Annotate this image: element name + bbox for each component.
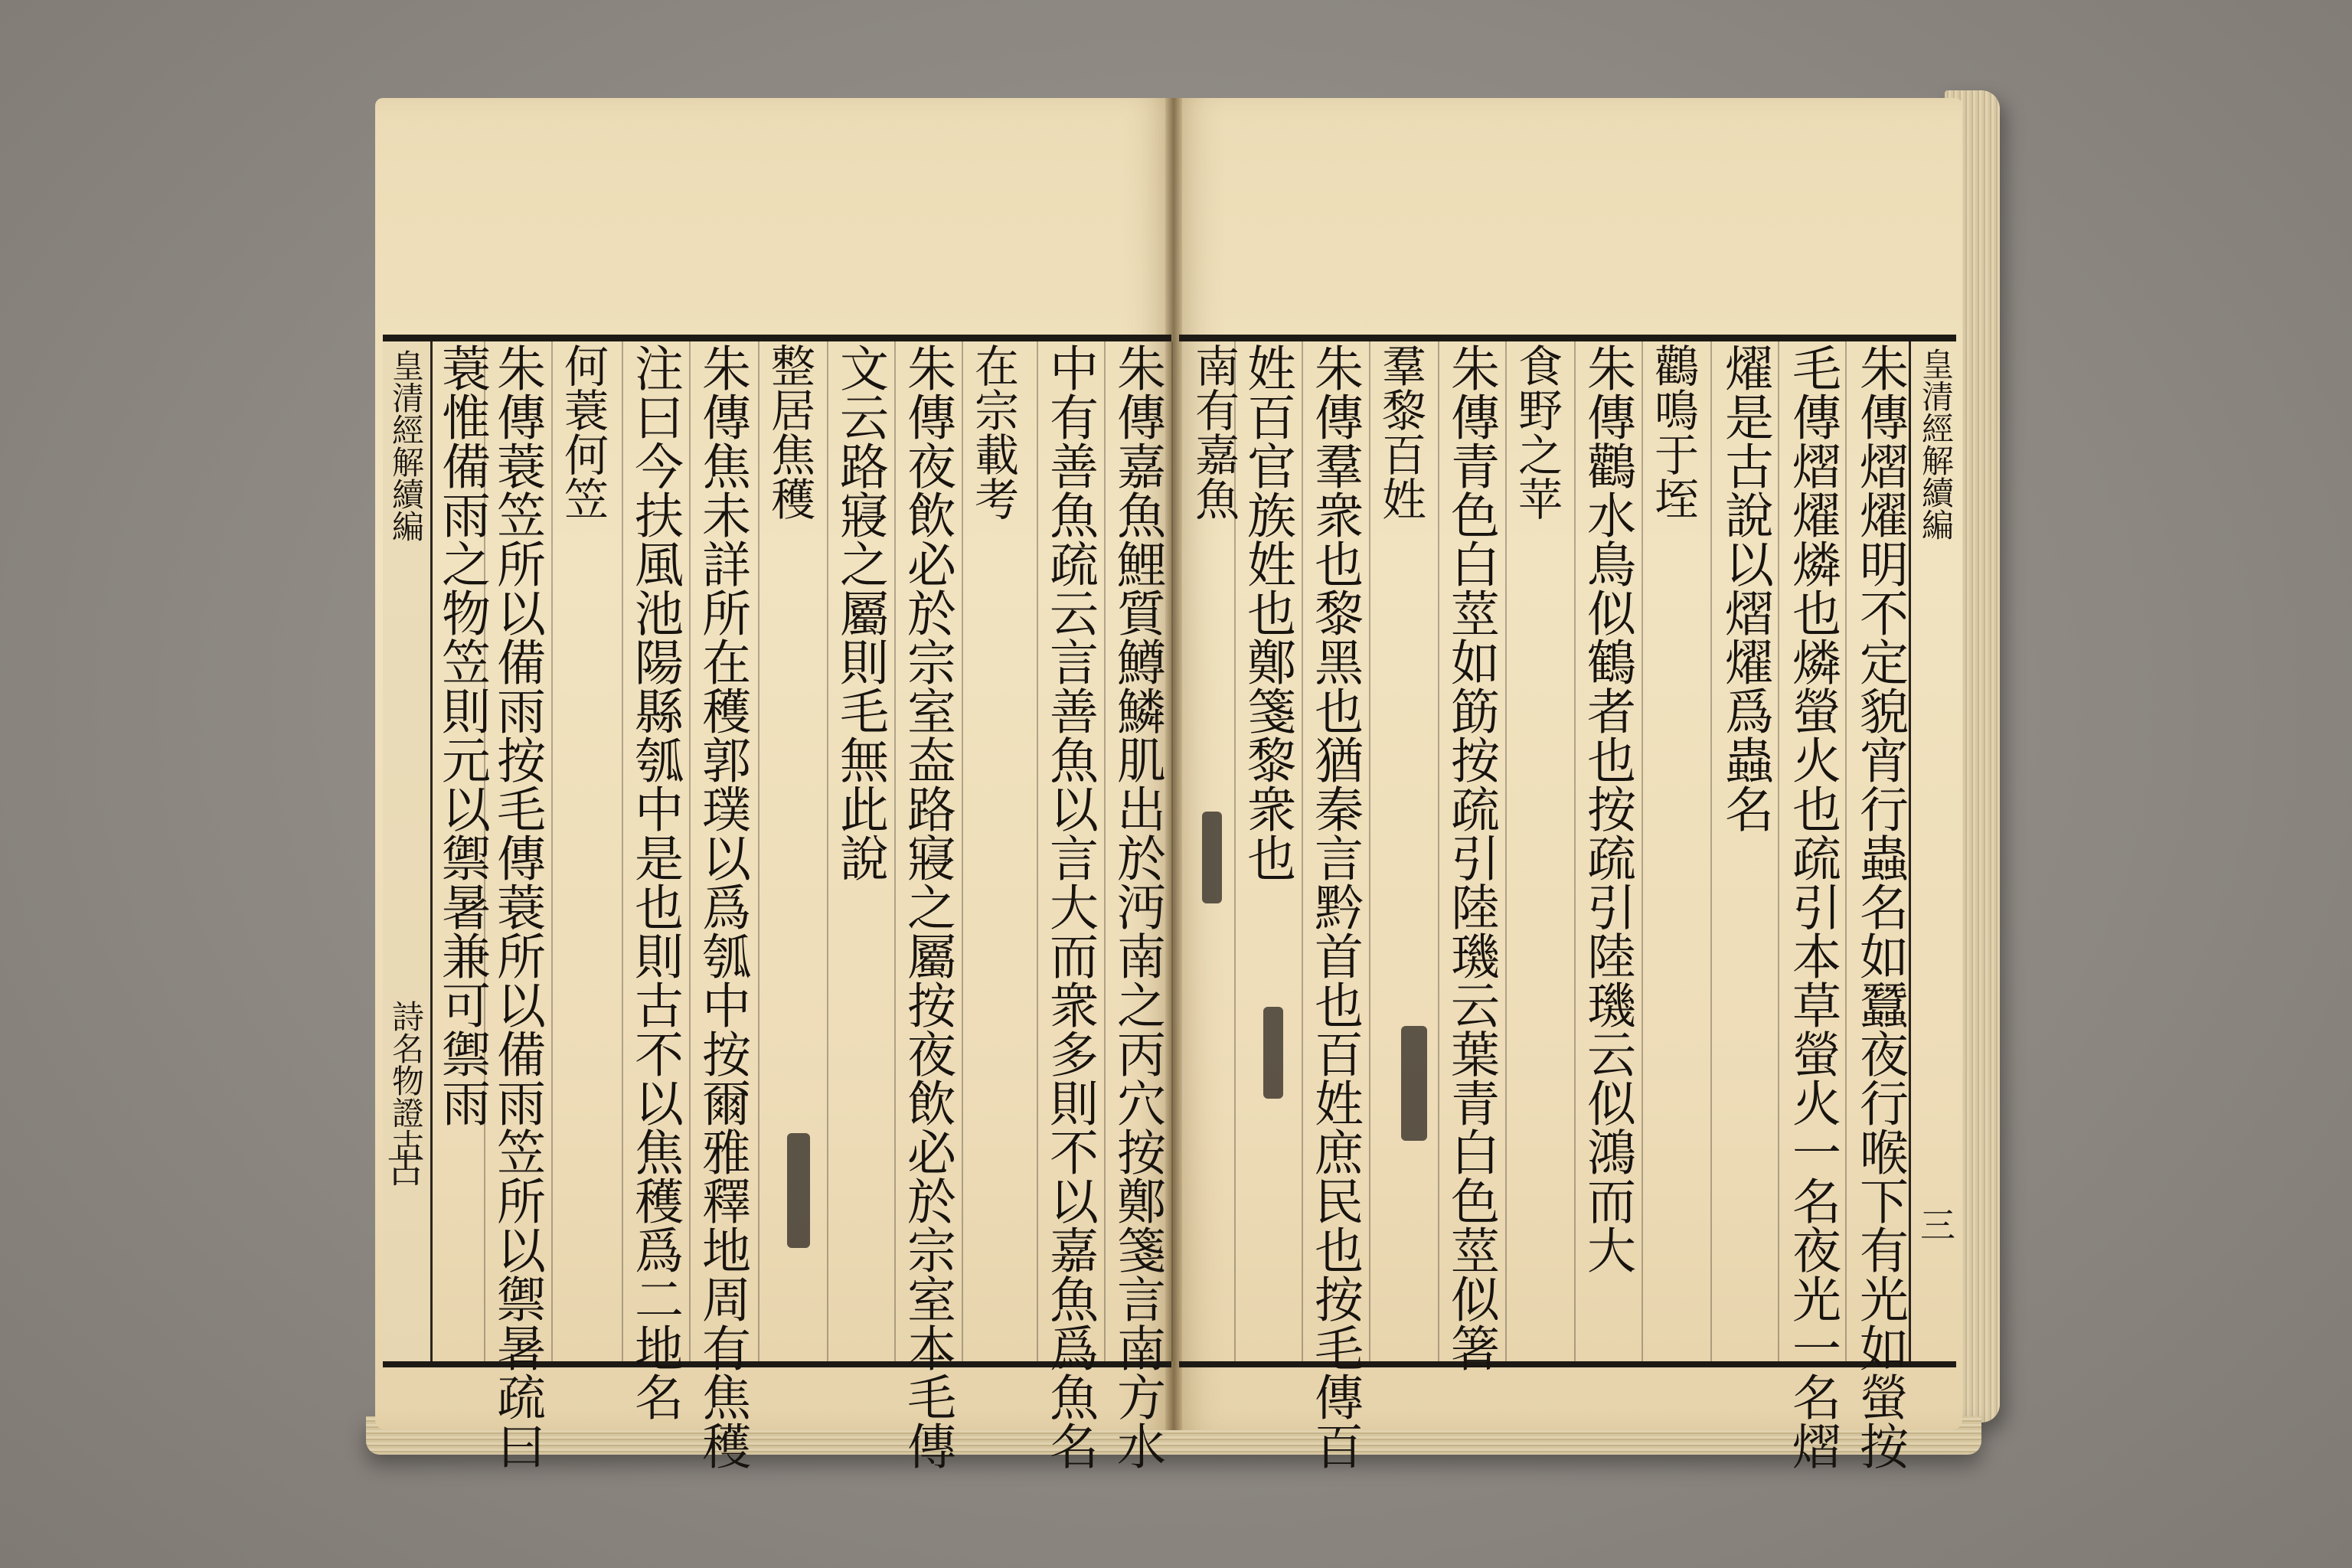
column-divider bbox=[622, 341, 623, 1361]
left-column-1: 朱傳嘉魚鯉質鱒鱗肌出於沔南之丙穴按鄭箋言南方水 bbox=[1109, 343, 1165, 1470]
left-page-number: 古 bbox=[381, 1148, 425, 1187]
ink-mark bbox=[1263, 1007, 1283, 1099]
right-column-5: 朱傳鸛水鳥似鶴者也按疏引陸璣云似鴻而大 bbox=[1579, 343, 1635, 1274]
ink-mark bbox=[1202, 812, 1222, 903]
column-divider bbox=[1642, 341, 1643, 1361]
column-divider bbox=[1778, 341, 1779, 1361]
right-column-4-heading: 鸛鳴于垤 bbox=[1647, 343, 1699, 521]
left-column-2: 中有善魚疏云言善魚以言大而衆多則不以嘉魚爲魚名 bbox=[1041, 343, 1098, 1470]
frame-top-left bbox=[383, 335, 1171, 341]
left-column-3-heading: 在宗載考 bbox=[967, 343, 1019, 521]
right-page-number: 三 bbox=[1915, 1207, 1956, 1242]
left-column-11: 蓑惟備雨之物笠則元以禦暑兼可禦雨 bbox=[433, 343, 490, 1127]
left-column-8: 注曰今扶風池陽縣瓠中是也則古不以焦穫爲二地名 bbox=[626, 343, 683, 1421]
right-spine-strip bbox=[1909, 341, 1957, 1361]
column-divider bbox=[894, 341, 896, 1361]
ink-mark bbox=[1401, 1026, 1427, 1141]
column-divider bbox=[551, 341, 553, 1361]
column-divider bbox=[1505, 341, 1507, 1361]
right-column-10: 姓百官族姓也鄭箋黎衆也 bbox=[1239, 343, 1295, 882]
column-divider bbox=[827, 341, 828, 1361]
right-column-9: 朱傳羣衆也黎黑也猶秦言黔首也百姓庶民也按毛傳百 bbox=[1306, 343, 1363, 1470]
column-divider bbox=[1438, 341, 1439, 1361]
right-column-8-heading: 羣黎百姓 bbox=[1374, 343, 1426, 521]
left-spine-title: 皇清經解續編 bbox=[387, 349, 425, 542]
right-spine-title: 皇清經解續編 bbox=[1917, 348, 1955, 541]
column-divider bbox=[1369, 341, 1370, 1361]
ink-mark bbox=[787, 1133, 810, 1248]
left-spine-subtitle: 詩名物證古 bbox=[387, 1000, 425, 1161]
right-column-1: 朱傳熠燿明不定貌宵行蟲名如蠶夜行喉下有光如螢按 bbox=[1851, 343, 1908, 1470]
right-column-11-heading: 南有嘉魚 bbox=[1187, 343, 1240, 521]
column-divider bbox=[1104, 341, 1106, 1361]
right-column-7: 朱傳青色白莖如筯按疏引陸璣云葉青白色莖似箸 bbox=[1442, 343, 1499, 1372]
left-column-7: 朱傳焦未詳所在穫郭璞以爲瓠中按爾雅釋地周有焦穫 bbox=[694, 343, 750, 1470]
left-column-5: 文云路寢之屬則毛無此說 bbox=[831, 343, 888, 882]
column-divider bbox=[689, 341, 691, 1361]
right-column-3: 燿是古說以熠燿爲蟲名 bbox=[1717, 343, 1773, 833]
column-divider bbox=[1710, 341, 1712, 1361]
left-spine-strip bbox=[383, 341, 433, 1361]
left-column-10: 朱傳蓑笠所以備雨按毛傳蓑所以備雨笠所以禦暑疏曰 bbox=[488, 343, 545, 1470]
column-divider bbox=[1845, 341, 1847, 1361]
right-column-6-heading: 食野之苹 bbox=[1511, 343, 1563, 521]
column-divider bbox=[1037, 341, 1038, 1361]
column-divider bbox=[1302, 341, 1303, 1361]
column-divider bbox=[1171, 341, 1173, 1361]
left-column-6-heading: 整居焦穫 bbox=[763, 343, 815, 521]
right-column-2: 毛傳熠燿燐也燐螢火也疏引本草螢火一名夜光一名熠 bbox=[1784, 343, 1841, 1470]
frame-top-right bbox=[1179, 335, 1956, 341]
column-divider bbox=[962, 341, 963, 1361]
left-column-4: 朱傳夜飲必於宗室盇路寢之屬按夜飲必於宗室本毛傳 bbox=[899, 343, 956, 1470]
left-column-9-heading: 何蓑何笠 bbox=[557, 343, 609, 521]
book-gutter bbox=[1165, 98, 1182, 1430]
column-divider bbox=[1574, 341, 1576, 1361]
column-divider bbox=[758, 341, 760, 1361]
